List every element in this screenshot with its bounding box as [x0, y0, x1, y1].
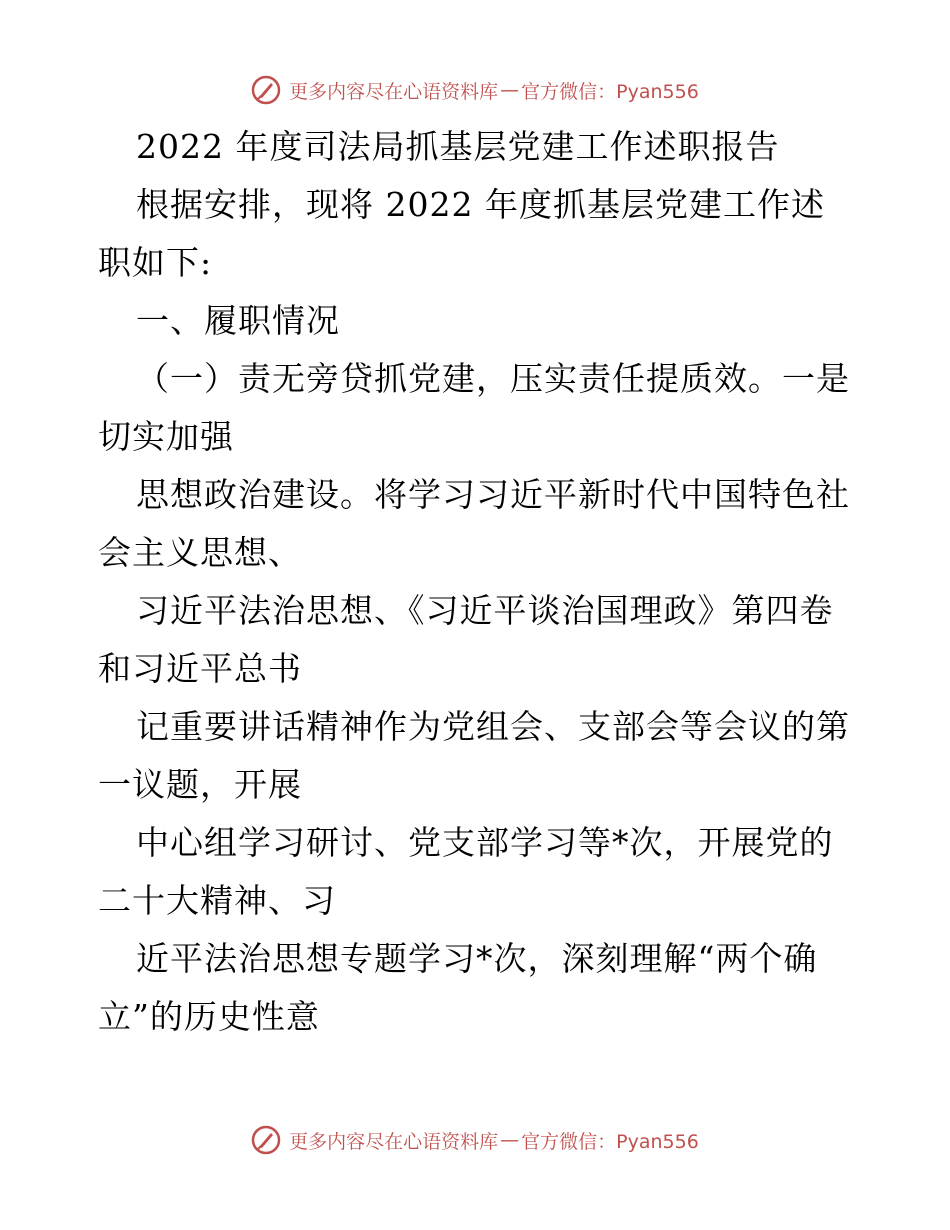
footer-watermark [0, 1120, 950, 1160]
paragraph: 习近平法治思想、《习近平谈治国理政》第四卷和习近平总书 [98, 591, 834, 688]
feather-logo-icon [251, 1125, 281, 1155]
watermark-wechat: 官方微信：Pyan556 [521, 80, 699, 103]
document-title: 2022 年度司法局抓基层党建工作述职报告 [136, 127, 780, 166]
watermark-text: 更多内容尽在心语资料库 [289, 1130, 499, 1153]
watermark-separator: — [500, 79, 520, 101]
section-heading: 一、履职情况 [136, 301, 340, 340]
document-body [98, 118, 858, 1046]
paragraph: 根据安排，现将 2022 年度抓基层党建工作述职如下: [98, 185, 825, 282]
paragraph: 近平法治思想专题学习*次，深刻理解“两个确立”的历史性意 [98, 939, 818, 1036]
paragraph: （一）责无旁贷抓党建，压实责任提质效。一是切实加强 [98, 359, 850, 456]
paragraph: 中心组学习研讨、党支部学习等*次，开展党的二十大精神、习 [98, 823, 834, 920]
watermark-separator: — [500, 1129, 520, 1151]
paragraph: 记重要讲话精神作为党组会、支部会等会议的第一议题，开展 [98, 707, 850, 804]
watermark-wechat: 官方微信：Pyan556 [521, 1130, 699, 1153]
feather-logo-icon [251, 75, 281, 105]
header-watermark [0, 70, 950, 110]
paragraph: 思想政治建设。将学习习近平新时代中国特色社会主义思想、 [98, 475, 850, 572]
watermark-text: 更多内容尽在心语资料库 [289, 80, 499, 103]
